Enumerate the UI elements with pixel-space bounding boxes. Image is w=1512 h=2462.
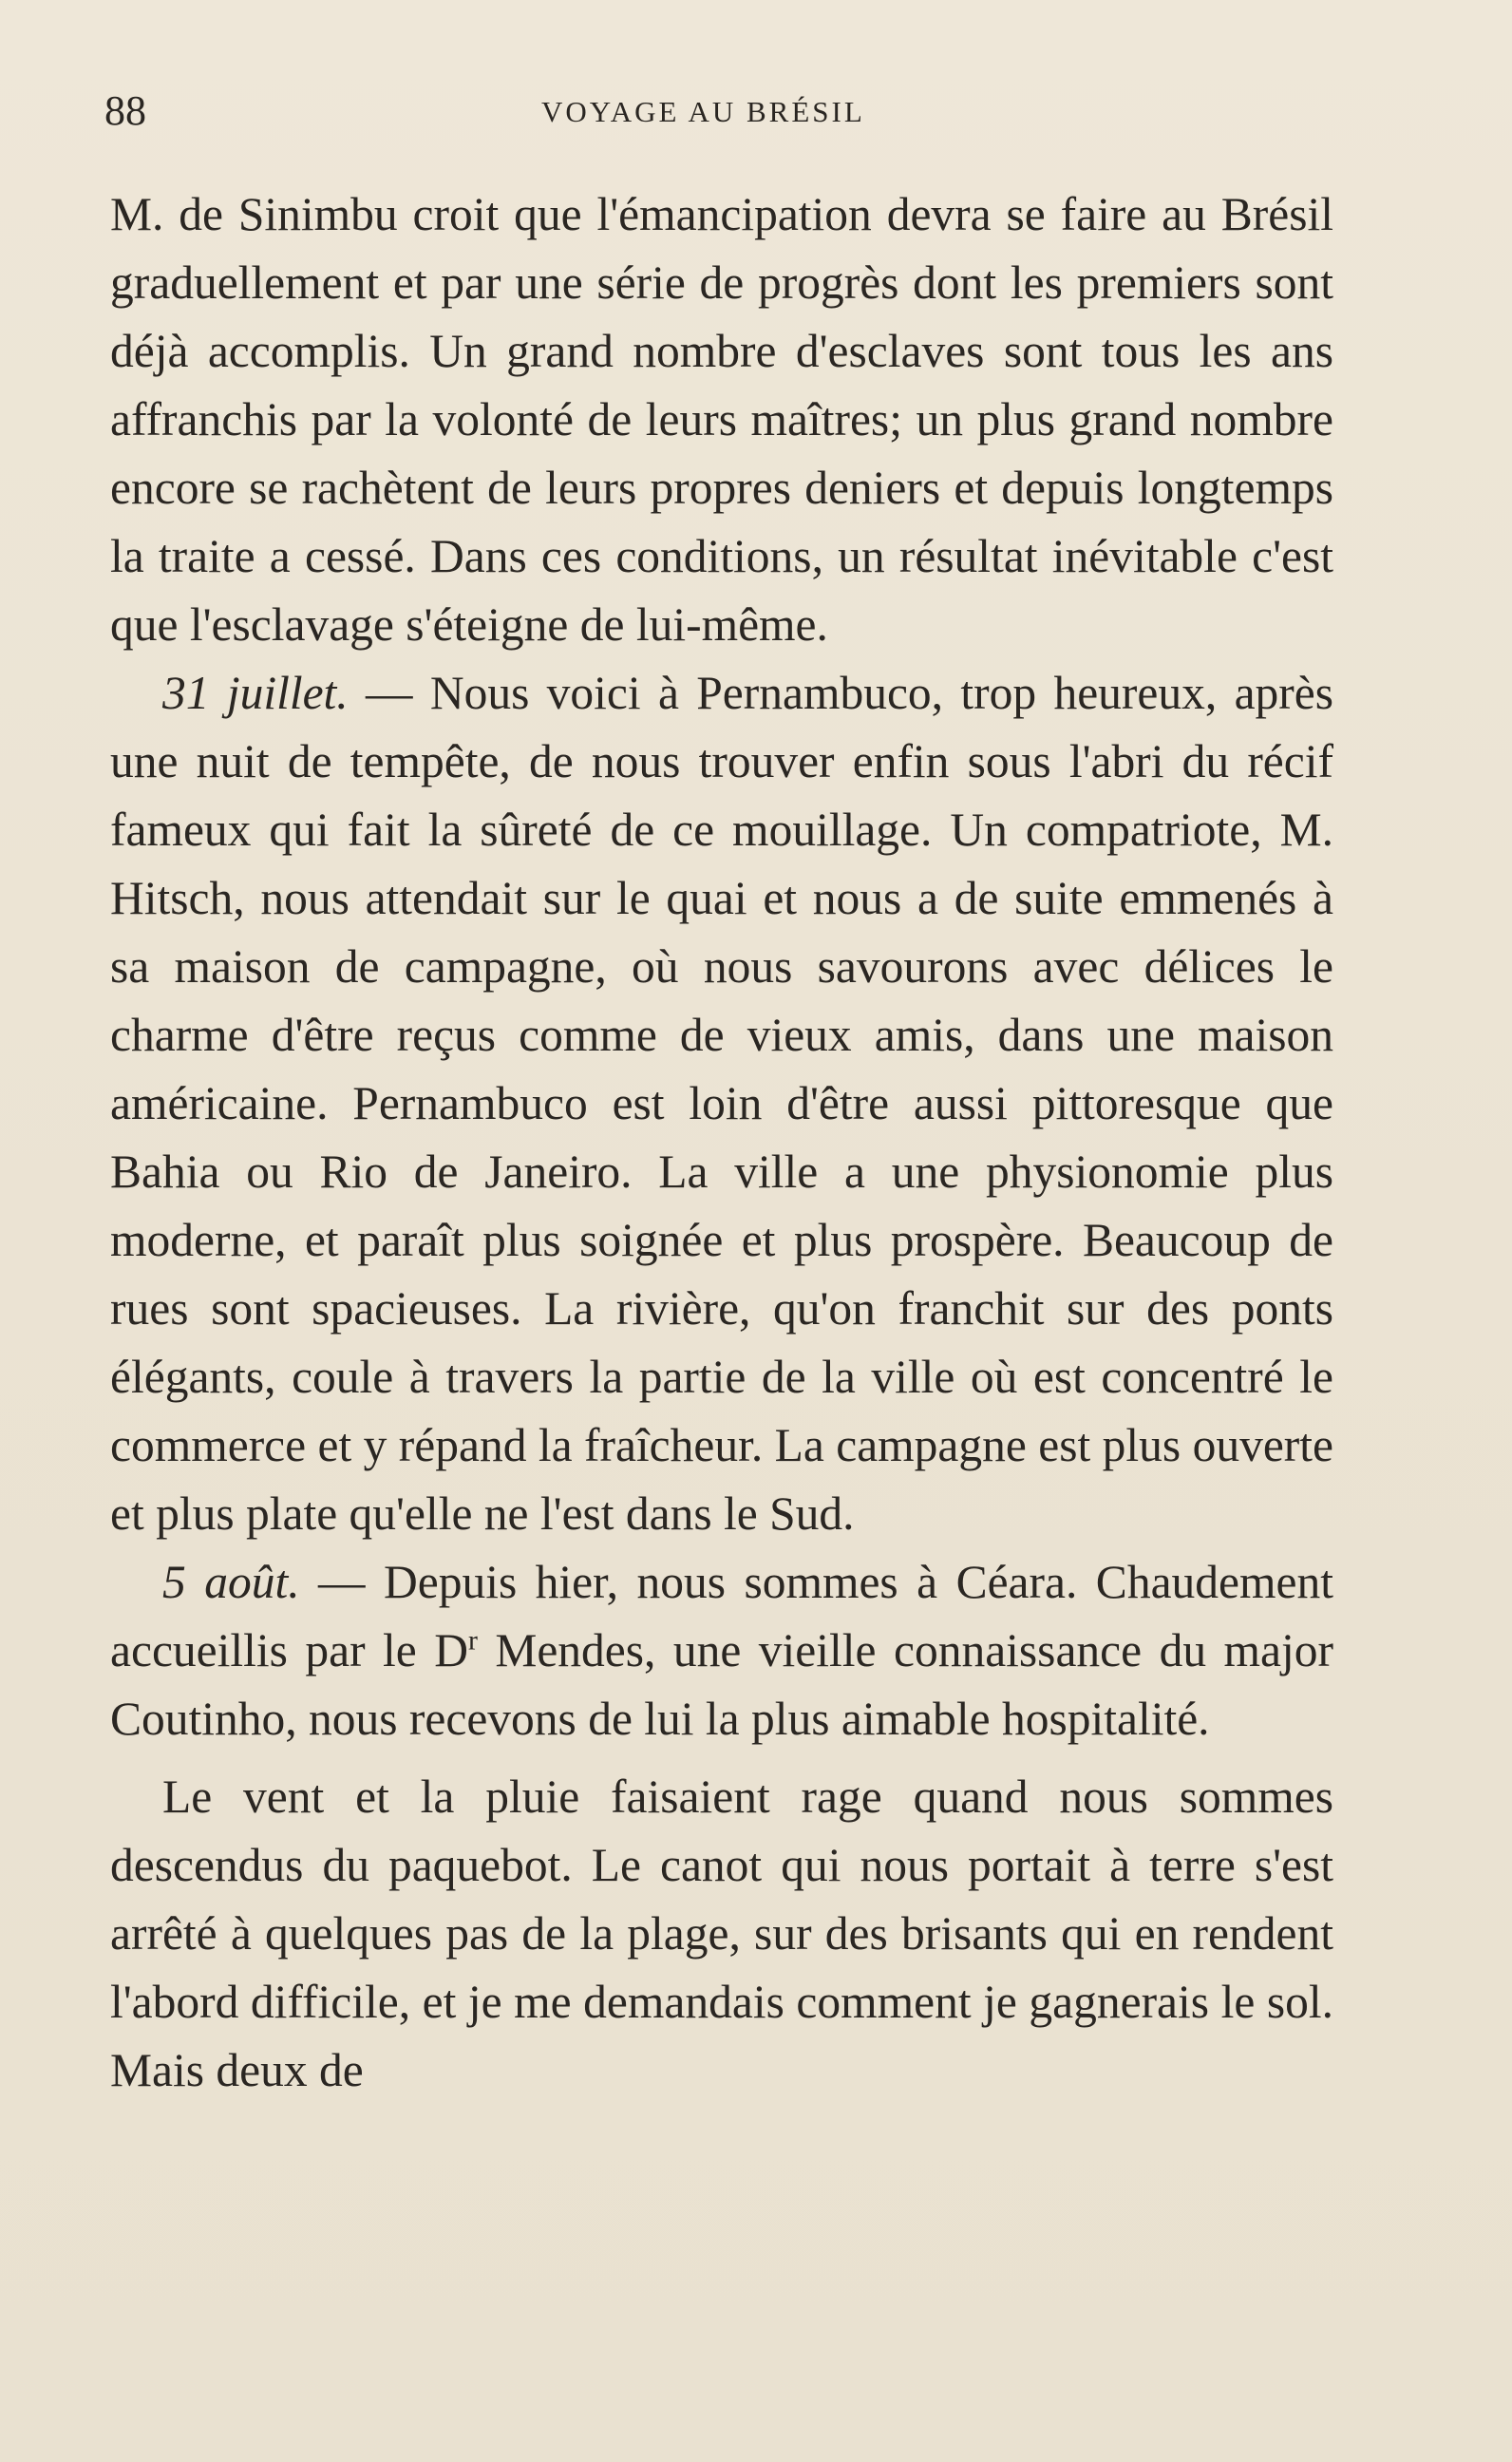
body-text	[110, 180, 1333, 2105]
page-number: 88	[104, 87, 146, 134]
paragraph-ceara	[110, 1548, 1333, 1753]
doctor-superscript: r	[467, 1625, 478, 1657]
paragraph-landing: Le vent et la pluie faisaient rage quand nous sommes descendus du paquebot. Le canot qui nous portait à terre s'est arrêté à quelques pas de la plage, sur des brisants qui en rendent l'abord difficile, et je me demandais comment je gagnerais le sol. Mais deux de	[110, 1771, 1333, 2096]
paragraph-ceara-text-before: — Depuis hier, nous sommes à Céara. Chaudement accueillis par le D	[110, 1556, 1333, 1676]
running-head: VOYAGE AU BRÉSIL	[541, 95, 865, 128]
page-header	[104, 87, 1339, 135]
paragraph-pernambuco-text: — Nous voici à Pernambuco, trop heureux, après une nuit de tempête, de nous trouver enfin sous l'abri du récif fameux qui fait la sûreté de ce mouillage. Un compatriote, M. Hitsch, nous attendait sur le quai et nous a de suite emmenés à sa maison de campagne, où nous savourons avec délices le charme d'être reçus comme de vieux amis, dans une maison américaine. Pernambuco est loin d'être aussi pittoresque que Bahia ou Rio de Janeiro. La ville a une physionomie plus moderne, et paraît plus soignée et plus prospère. Beaucoup de rues sont spacieuses. La rivière, qu'on franchit sur des ponts élégants, coule à travers la partie de la ville où est concentré le commerce et y répand la fraîcheur. La campagne est plus ouverte et plus plate qu'elle ne l'est dans le Sud.	[110, 667, 1334, 1540]
paragraph-ceara-text-after: Mendes, une vieille connaissance du major Coutinho, nous recevons de lui la plus aimable hospitalité.	[110, 1624, 1333, 1745]
paragraph-emancipation: M. de Sinimbu croit que l'émancipation devra se faire au Brésil graduellement et par une série de progrès dont les premiers sont déjà accomplis. Un grand nombre d'esclaves sont tous les ans affranchis par la volonté de leurs maîtres; un plus grand nombre encore se rachètent de leurs propres deniers et depuis longtemps la traite a cessé. Dans ces conditions, un résultat inévitable c'est que l'esclavage s'éteigne de lui-même.	[110, 188, 1333, 651]
paragraph-pernambuco	[110, 659, 1333, 1548]
date-5-aout: 5 août.	[162, 1556, 300, 1608]
date-31-juillet: 31 juillet.	[162, 667, 349, 719]
